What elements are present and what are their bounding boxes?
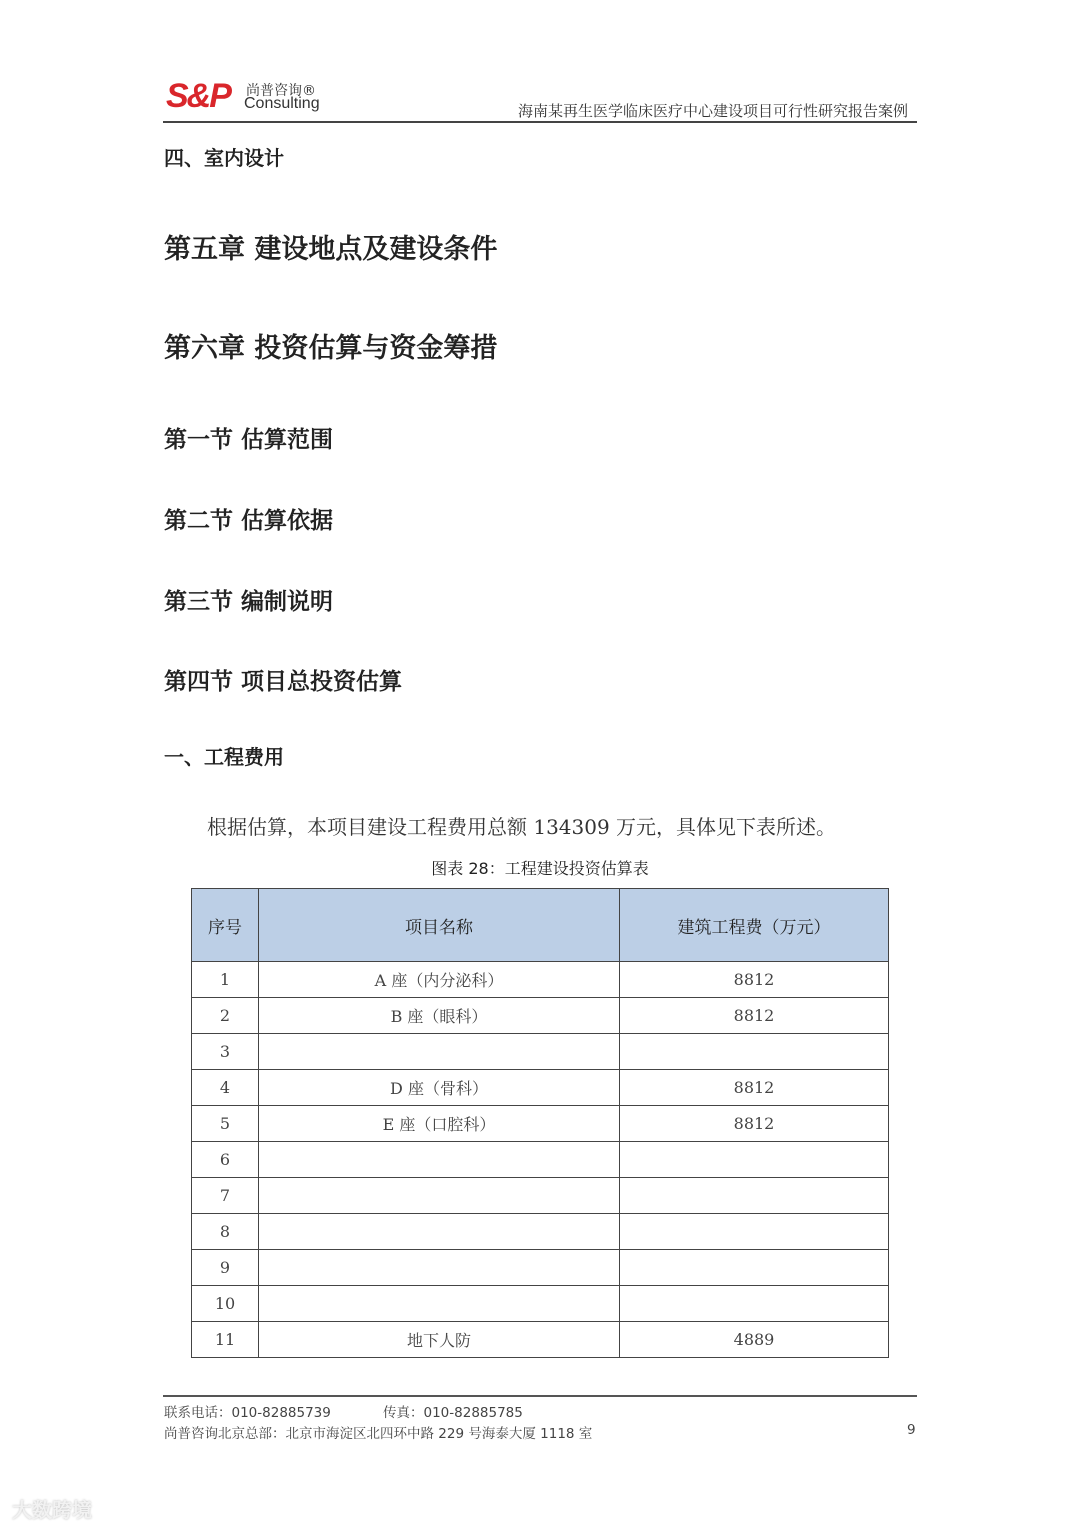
table-row: [192, 998, 889, 1034]
logo-english: Consulting: [244, 95, 320, 112]
table-caption: 图表 28：工程建设投资估算表: [431, 859, 649, 878]
row-construction-cost: 4889: [620, 1322, 889, 1358]
row-item-name: [259, 1214, 620, 1250]
row-index: 10: [192, 1286, 259, 1322]
row-construction-cost: 8812: [620, 1106, 889, 1142]
header-divider: [163, 121, 917, 123]
watermark: 大数跨境: [12, 1498, 92, 1522]
row-index: 7: [192, 1178, 259, 1214]
table-row: [192, 1322, 889, 1358]
row-item-name: [259, 1142, 620, 1178]
row-index: 8: [192, 1214, 259, 1250]
row-item-name: E 座（口腔科）: [259, 1106, 620, 1142]
page-number: 9: [907, 1422, 916, 1438]
logo-chinese: 尚普咨询®: [246, 83, 316, 99]
row-construction-cost: [620, 1178, 889, 1214]
footer-address: 尚普咨询北京总部：北京市海淀区北四环中路 229 号海泰大厦 1118 室: [164, 1426, 593, 1442]
row-index: 11: [192, 1322, 259, 1358]
row-item-name: [259, 1034, 620, 1070]
row-item-name: D 座（骨科）: [259, 1070, 620, 1106]
logo-mark: S&P: [166, 77, 230, 115]
footer-fax: 传真：010-82885785: [383, 1405, 523, 1421]
header-title: 海南某再生医学临床医疗中心建设项目可行性研究报告案例: [517, 102, 908, 120]
row-construction-cost: [620, 1034, 889, 1070]
header-construction-cost: 建筑工程费（万元）: [620, 889, 889, 962]
table-row: [192, 962, 889, 998]
row-item-name: [259, 1250, 620, 1286]
chapter-5-title: 第五章 建设地点及建设条件: [164, 234, 498, 265]
row-index: 3: [192, 1034, 259, 1070]
table-row: [192, 1106, 889, 1142]
table-row: [192, 1142, 889, 1178]
row-index: 1: [192, 962, 259, 998]
row-index: 9: [192, 1250, 259, 1286]
row-construction-cost: 8812: [620, 962, 889, 998]
row-construction-cost: [620, 1142, 889, 1178]
heading-engineering-cost: 一、工程费用: [164, 745, 284, 769]
table-row: [192, 1286, 889, 1322]
row-index: 5: [192, 1106, 259, 1142]
section-4-title: 第四节 项目总投资估算: [164, 669, 403, 695]
row-index: 2: [192, 998, 259, 1034]
row-item-name: B 座（眼科）: [259, 998, 620, 1034]
header-item-name: 项目名称: [259, 889, 620, 962]
table-row: [192, 1070, 889, 1106]
table-row: [192, 1250, 889, 1286]
table-row: [192, 1034, 889, 1070]
body-paragraph: 根据估算，本项目建设工程费用总额 134309 万元，具体见下表所述。: [207, 815, 837, 839]
row-item-name: 地下人防: [259, 1322, 620, 1358]
row-index: 4: [192, 1070, 259, 1106]
investment-estimate-table: [191, 888, 889, 1358]
chapter-6-title: 第六章 投资估算与资金筹措: [164, 333, 498, 364]
row-item-name: [259, 1178, 620, 1214]
row-construction-cost: 8812: [620, 998, 889, 1034]
header-index: 序号: [192, 889, 259, 962]
row-item-name: [259, 1286, 620, 1322]
row-construction-cost: [620, 1286, 889, 1322]
table-header-row: [192, 889, 889, 962]
heading-interior-design: 四、室内设计: [164, 146, 284, 170]
row-construction-cost: [620, 1250, 889, 1286]
row-index: 6: [192, 1142, 259, 1178]
footer-phone: 联系电话：010-82885739: [164, 1405, 331, 1421]
row-construction-cost: [620, 1214, 889, 1250]
section-1-title: 第一节 估算范围: [164, 427, 334, 453]
section-2-title: 第二节 估算依据: [164, 508, 334, 534]
table-row: [192, 1178, 889, 1214]
row-construction-cost: 8812: [620, 1070, 889, 1106]
footer-divider: [163, 1395, 917, 1397]
table-row: [192, 1214, 889, 1250]
section-3-title: 第三节 编制说明: [164, 589, 334, 615]
row-item-name: A 座（内分泌科）: [259, 962, 620, 998]
